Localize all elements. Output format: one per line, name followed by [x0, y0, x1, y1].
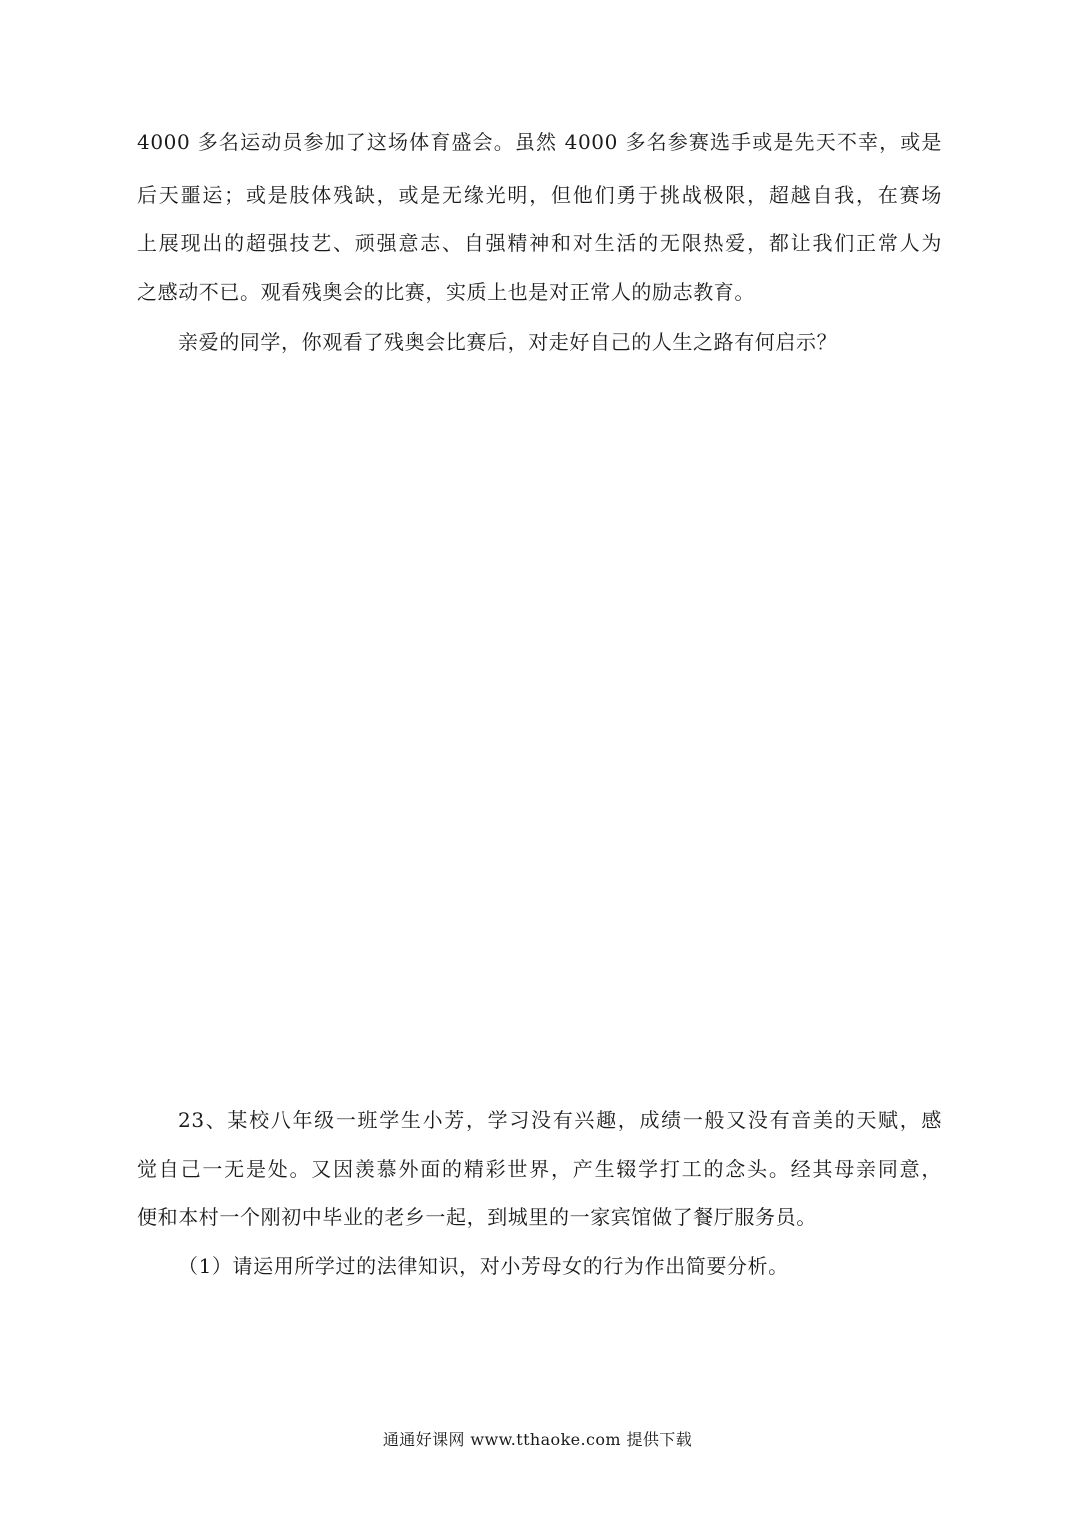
question-23-line-2: 觉自己一无是处。又因羡慕外面的精彩世界，产生辍学打工的念头。经其母亲同意，	[137, 1157, 942, 1181]
question-23-sub-1: （1）请运用所学过的法律知识，对小芳母女的行为作出简要分析。	[178, 1254, 789, 1278]
question-23-line-1: 23、某校八年级一班学生小芳，学习没有兴趣，成绩一般又没有音美的天赋，感	[178, 1108, 942, 1132]
page-footer: 通通好课网 www.tthaoke.com 提供下载	[382, 1430, 693, 1449]
passage-question: 亲爱的同学，你观看了残奥会比赛后，对走好自己的人生之路有何启示？	[178, 330, 838, 354]
question-23-line-3: 便和本村一个刚初中毕业的老乡一起，到城里的一家宾馆做了餐厅服务员。	[137, 1205, 817, 1229]
passage-line-1: 4000 多名运动员参加了这场体育盛会。虽然 4000 多名参赛选手或是先天不幸，或是	[137, 130, 942, 154]
passage-line-3: 上展现出的超强技艺、顽强意志、自强精神和对生活的无限热爱，都让我们正常人为	[137, 231, 942, 255]
passage-line-4: 之感动不已。观看残奥会的比赛，实质上也是对正常人的励志教育。	[137, 280, 755, 304]
passage-line-2: 后天噩运；或是肢体残缺，或是无缘光明，但他们勇于挑战极限，超越自我，在赛场	[137, 183, 942, 207]
